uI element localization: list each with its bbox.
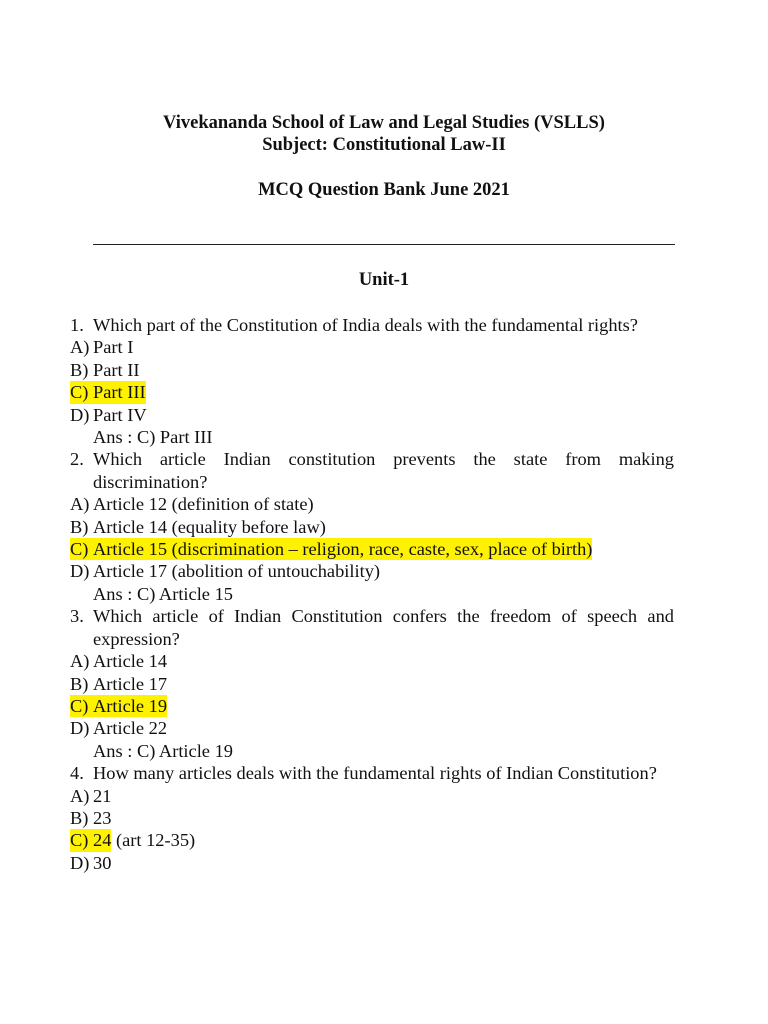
option-label: B) [70,516,89,537]
question-number: 1. [70,315,84,335]
correct-option-text: 24 [93,830,112,851]
option-row [70,404,674,426]
option-label: C) [70,539,89,560]
correct-option-text: Part III [93,382,146,403]
option-label: A) [70,651,90,672]
correct-option-text: Article 15 (discrimination – religion, race, caste, sex, place of birth) [93,539,593,560]
question-row [70,605,674,650]
answer-line: Ans : C) Article 15 [93,583,233,604]
option-text: Article 14 [93,651,168,672]
option-row [70,650,674,672]
option-row [70,336,674,358]
option-text: 23 [93,807,112,828]
option-row [70,717,674,739]
question-text: Which article of Indian Constitution confers the freedom of speech and expression? [93,606,674,649]
question-number: 4. [70,763,84,784]
option-label: B) [70,359,89,380]
option-text: Part II [93,359,140,380]
answer-line: Ans : C) Article 19 [93,740,233,761]
option-row [70,673,674,695]
correct-option-text: Article 19 [93,695,168,716]
answer-line: Ans : C) Part III [93,427,213,448]
question-row [70,762,674,784]
subject-heading: Subject: Constitutional Law-II [262,135,506,155]
option-text: Article 14 (equality before law) [93,516,326,537]
question-number: 2. [70,449,84,470]
option-row [70,560,674,582]
question-row [70,314,674,336]
question-text: How many articles deals with the fundamental rights of Indian Constitution? [93,763,657,784]
option-label: B) [70,807,89,828]
option-label: A) [70,785,90,806]
option-row [70,785,674,807]
option-label: C) [70,830,89,851]
option-label: A) [70,494,90,515]
school-name-heading: Vivekananda School of Law and Legal Studies (VSLLS) [163,113,605,133]
question-list [70,314,674,874]
option-row [70,359,674,381]
question-text: Which article Indian constitution prevents the state from making discrimination? [93,449,674,492]
horizontal-divider [93,244,675,245]
option-label: C) [70,695,89,716]
option-text: 21 [93,785,112,806]
option-text: Article 22 [93,718,168,739]
option-text: 30 [93,852,112,873]
option-text: Article 17 (abolition of untouchability) [93,561,381,582]
option-row [70,516,674,538]
question-row [70,448,674,493]
option-row [70,381,674,403]
option-row [70,493,674,515]
option-row [70,807,674,829]
question-number: 3. [70,606,84,627]
option-row [70,829,674,851]
option-label: B) [70,673,89,694]
option-label: D) [70,718,90,739]
option-label: C) [70,382,89,403]
option-label: D) [70,852,90,873]
option-text: Article 17 [93,673,168,694]
option-label: D) [70,404,90,425]
question-bank-title: MCQ Question Bank June 2021 [258,180,510,200]
option-label: D) [70,561,90,582]
option-row [70,695,674,717]
option-label: A) [70,337,90,358]
option-text: Part IV [93,404,147,425]
option-row [70,538,674,560]
option-text: Part I [93,337,134,358]
option-text: Article 12 (definition of state) [93,494,314,515]
option-note: (art 12-35) [111,830,196,851]
unit-heading: Unit-1 [358,270,410,290]
question-text: Which part of the Constitution of India deals with the fundamental rights? [93,315,638,335]
option-row [70,852,674,874]
